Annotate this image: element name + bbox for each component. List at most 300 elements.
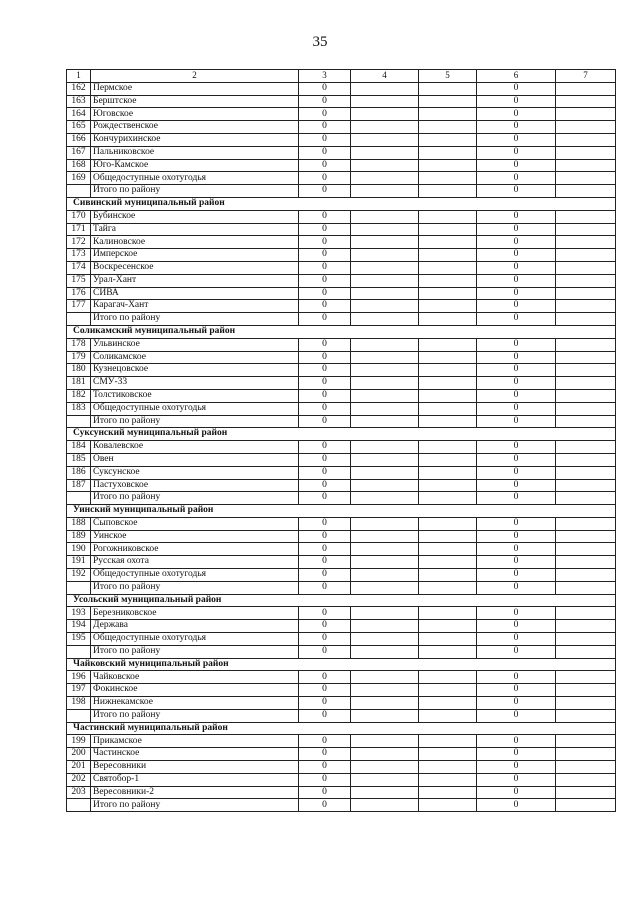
row-name: Тайга bbox=[91, 223, 299, 236]
cell-col-5 bbox=[419, 543, 477, 556]
row-number: 199 bbox=[67, 735, 91, 748]
row-name: Пермское bbox=[91, 82, 299, 95]
cell-col-5 bbox=[419, 799, 477, 812]
row-name: Русская охота bbox=[91, 556, 299, 569]
table-row bbox=[67, 697, 616, 710]
cell-col-5 bbox=[419, 108, 477, 121]
cell-col-5 bbox=[419, 697, 477, 710]
cell-col-5 bbox=[419, 786, 477, 799]
row-number: 190 bbox=[67, 543, 91, 556]
cell-col-7 bbox=[556, 709, 616, 722]
cell-col-5 bbox=[419, 492, 477, 505]
cell-col-7 bbox=[556, 569, 616, 582]
cell-col-5 bbox=[419, 569, 477, 582]
cell-col-3: 0 bbox=[299, 709, 351, 722]
row-number: 200 bbox=[67, 748, 91, 761]
cell-col-3: 0 bbox=[299, 249, 351, 262]
cell-col-5 bbox=[419, 313, 477, 326]
cell-col-7 bbox=[556, 108, 616, 121]
table-row bbox=[67, 82, 616, 95]
cell-col-5 bbox=[419, 453, 477, 466]
cell-col-3: 0 bbox=[299, 633, 351, 646]
row-number: 178 bbox=[67, 338, 91, 351]
row-name: Суксунское bbox=[91, 466, 299, 479]
table-row bbox=[67, 633, 616, 646]
row-number: 165 bbox=[67, 121, 91, 134]
section-title: Усольский муниципальный район bbox=[67, 594, 616, 607]
row-name: Чайковское bbox=[91, 671, 299, 684]
cell-col-3: 0 bbox=[299, 735, 351, 748]
row-name: Итого по району bbox=[91, 645, 299, 658]
row-name: Частинское bbox=[91, 748, 299, 761]
cell-col-7 bbox=[556, 338, 616, 351]
cell-col-3: 0 bbox=[299, 466, 351, 479]
cell-col-3: 0 bbox=[299, 377, 351, 390]
cell-col-5 bbox=[419, 773, 477, 786]
cell-col-7 bbox=[556, 773, 616, 786]
cell-col-4 bbox=[351, 684, 419, 697]
table-row bbox=[67, 441, 616, 454]
row-name: Юговское bbox=[91, 108, 299, 121]
cell-col-7 bbox=[556, 146, 616, 159]
cell-col-7 bbox=[556, 453, 616, 466]
cell-col-6: 0 bbox=[477, 492, 556, 505]
cell-col-5 bbox=[419, 748, 477, 761]
row-name: Бубинское bbox=[91, 210, 299, 223]
cell-col-3: 0 bbox=[299, 389, 351, 402]
cell-col-3: 0 bbox=[299, 786, 351, 799]
table-row bbox=[67, 645, 616, 658]
row-number: 172 bbox=[67, 236, 91, 249]
cell-col-6: 0 bbox=[477, 773, 556, 786]
row-number: 195 bbox=[67, 633, 91, 646]
table-row bbox=[67, 377, 616, 390]
cell-col-5 bbox=[419, 761, 477, 774]
cell-col-7 bbox=[556, 364, 616, 377]
cell-col-6: 0 bbox=[477, 351, 556, 364]
row-name: Кузнецовское bbox=[91, 364, 299, 377]
cell-col-4 bbox=[351, 338, 419, 351]
cell-col-7 bbox=[556, 671, 616, 684]
row-name: Итого по району bbox=[91, 799, 299, 812]
cell-col-3: 0 bbox=[299, 773, 351, 786]
row-number: 184 bbox=[67, 441, 91, 454]
cell-col-5 bbox=[419, 287, 477, 300]
cell-col-3: 0 bbox=[299, 185, 351, 198]
cell-col-6: 0 bbox=[477, 274, 556, 287]
table-row bbox=[67, 581, 616, 594]
cell-col-7 bbox=[556, 530, 616, 543]
cell-col-7 bbox=[556, 210, 616, 223]
cell-col-4 bbox=[351, 569, 419, 582]
cell-col-3: 0 bbox=[299, 645, 351, 658]
cell-col-4 bbox=[351, 159, 419, 172]
cell-col-5 bbox=[419, 223, 477, 236]
cell-col-3: 0 bbox=[299, 274, 351, 287]
header-col-5: 5 bbox=[419, 70, 477, 83]
row-number: 170 bbox=[67, 210, 91, 223]
table-row bbox=[67, 146, 616, 159]
cell-col-5 bbox=[419, 633, 477, 646]
cell-col-3: 0 bbox=[299, 671, 351, 684]
row-name: Овен bbox=[91, 453, 299, 466]
cell-col-6: 0 bbox=[477, 133, 556, 146]
row-name: Общедоступные охотугодья bbox=[91, 172, 299, 185]
cell-col-6: 0 bbox=[477, 82, 556, 95]
row-name: Общедоступные охотугодья bbox=[91, 569, 299, 582]
cell-col-6: 0 bbox=[477, 697, 556, 710]
cell-col-6: 0 bbox=[477, 108, 556, 121]
cell-col-6: 0 bbox=[477, 261, 556, 274]
cell-col-6: 0 bbox=[477, 479, 556, 492]
row-name: Вересовники bbox=[91, 761, 299, 774]
cell-col-4 bbox=[351, 709, 419, 722]
table-row bbox=[67, 338, 616, 351]
cell-col-6: 0 bbox=[477, 735, 556, 748]
cell-col-5 bbox=[419, 389, 477, 402]
cell-col-4 bbox=[351, 556, 419, 569]
table-row bbox=[67, 761, 616, 774]
row-name: Итого по району bbox=[91, 185, 299, 198]
cell-col-3: 0 bbox=[299, 530, 351, 543]
header-col-6: 6 bbox=[477, 70, 556, 83]
cell-col-7 bbox=[556, 377, 616, 390]
row-name: Итого по району bbox=[91, 709, 299, 722]
cell-col-3: 0 bbox=[299, 364, 351, 377]
table-row bbox=[67, 735, 616, 748]
row-number: 183 bbox=[67, 402, 91, 415]
cell-col-4 bbox=[351, 773, 419, 786]
table-row bbox=[67, 300, 616, 313]
cell-col-3: 0 bbox=[299, 748, 351, 761]
table-row bbox=[67, 313, 616, 326]
row-name: Общедоступные охотугодья bbox=[91, 633, 299, 646]
cell-col-7 bbox=[556, 748, 616, 761]
cell-col-4 bbox=[351, 261, 419, 274]
cell-col-3: 0 bbox=[299, 338, 351, 351]
cell-col-3: 0 bbox=[299, 581, 351, 594]
cell-col-7 bbox=[556, 351, 616, 364]
table-row bbox=[67, 274, 616, 287]
cell-col-5 bbox=[419, 620, 477, 633]
cell-col-6: 0 bbox=[477, 389, 556, 402]
cell-col-4 bbox=[351, 620, 419, 633]
cell-col-3: 0 bbox=[299, 556, 351, 569]
cell-col-7 bbox=[556, 517, 616, 530]
cell-col-6: 0 bbox=[477, 95, 556, 108]
row-name: Рогожниковское bbox=[91, 543, 299, 556]
row-name: Держава bbox=[91, 620, 299, 633]
table-row bbox=[67, 684, 616, 697]
cell-col-3: 0 bbox=[299, 236, 351, 249]
cell-col-5 bbox=[419, 236, 477, 249]
row-number: 192 bbox=[67, 569, 91, 582]
row-number: 168 bbox=[67, 159, 91, 172]
cell-col-7 bbox=[556, 313, 616, 326]
row-number: 196 bbox=[67, 671, 91, 684]
cell-col-7 bbox=[556, 556, 616, 569]
cell-col-5 bbox=[419, 377, 477, 390]
cell-col-6: 0 bbox=[477, 338, 556, 351]
cell-col-6: 0 bbox=[477, 287, 556, 300]
cell-col-6: 0 bbox=[477, 761, 556, 774]
row-number bbox=[67, 581, 91, 594]
cell-col-5 bbox=[419, 466, 477, 479]
cell-col-4 bbox=[351, 415, 419, 428]
row-name: Имперское bbox=[91, 249, 299, 262]
table-row bbox=[67, 517, 616, 530]
cell-col-5 bbox=[419, 338, 477, 351]
cell-col-4 bbox=[351, 645, 419, 658]
cell-col-6: 0 bbox=[477, 146, 556, 159]
cell-col-7 bbox=[556, 261, 616, 274]
table-row bbox=[67, 799, 616, 812]
row-name: Калиновское bbox=[91, 236, 299, 249]
cell-col-3: 0 bbox=[299, 146, 351, 159]
cell-col-4 bbox=[351, 223, 419, 236]
cell-col-3: 0 bbox=[299, 441, 351, 454]
row-name: Итого по району bbox=[91, 313, 299, 326]
table-row bbox=[67, 133, 616, 146]
section-row bbox=[67, 722, 616, 735]
row-number: 169 bbox=[67, 172, 91, 185]
row-name: Святобор-1 bbox=[91, 773, 299, 786]
cell-col-6: 0 bbox=[477, 607, 556, 620]
row-number: 182 bbox=[67, 389, 91, 402]
cell-col-3: 0 bbox=[299, 799, 351, 812]
row-name: Толстиковское bbox=[91, 389, 299, 402]
cell-col-7 bbox=[556, 543, 616, 556]
cell-col-6: 0 bbox=[477, 684, 556, 697]
cell-col-6: 0 bbox=[477, 466, 556, 479]
cell-col-3: 0 bbox=[299, 133, 351, 146]
table-row bbox=[67, 351, 616, 364]
cell-col-6: 0 bbox=[477, 415, 556, 428]
cell-col-3: 0 bbox=[299, 210, 351, 223]
cell-col-6: 0 bbox=[477, 453, 556, 466]
cell-col-4 bbox=[351, 633, 419, 646]
header-col-4: 4 bbox=[351, 70, 419, 83]
cell-col-7 bbox=[556, 300, 616, 313]
row-number bbox=[67, 709, 91, 722]
cell-col-6: 0 bbox=[477, 185, 556, 198]
header-col-3: 3 bbox=[299, 70, 351, 83]
cell-col-4 bbox=[351, 389, 419, 402]
cell-col-6: 0 bbox=[477, 377, 556, 390]
cell-col-4 bbox=[351, 735, 419, 748]
cell-col-4 bbox=[351, 313, 419, 326]
cell-col-4 bbox=[351, 466, 419, 479]
cell-col-5 bbox=[419, 671, 477, 684]
table-row bbox=[67, 466, 616, 479]
cell-col-4 bbox=[351, 581, 419, 594]
cell-col-7 bbox=[556, 415, 616, 428]
cell-col-5 bbox=[419, 556, 477, 569]
row-number bbox=[67, 185, 91, 198]
cell-col-7 bbox=[556, 697, 616, 710]
table-row bbox=[67, 569, 616, 582]
cell-col-5 bbox=[419, 479, 477, 492]
row-number: 189 bbox=[67, 530, 91, 543]
cell-col-3: 0 bbox=[299, 607, 351, 620]
cell-col-6: 0 bbox=[477, 364, 556, 377]
table-body bbox=[67, 70, 616, 812]
row-name: Общедоступные охотугодья bbox=[91, 402, 299, 415]
cell-col-7 bbox=[556, 402, 616, 415]
cell-col-5 bbox=[419, 159, 477, 172]
cell-col-4 bbox=[351, 543, 419, 556]
section-row bbox=[67, 197, 616, 210]
cell-col-7 bbox=[556, 236, 616, 249]
cell-col-3: 0 bbox=[299, 453, 351, 466]
section-row bbox=[67, 505, 616, 518]
row-name: Кончурихинское bbox=[91, 133, 299, 146]
table-row bbox=[67, 671, 616, 684]
cell-col-5 bbox=[419, 402, 477, 415]
cell-col-5 bbox=[419, 607, 477, 620]
cell-col-7 bbox=[556, 249, 616, 262]
cell-col-3: 0 bbox=[299, 95, 351, 108]
row-number: 176 bbox=[67, 287, 91, 300]
cell-col-5 bbox=[419, 82, 477, 95]
cell-col-4 bbox=[351, 761, 419, 774]
cell-col-7 bbox=[556, 133, 616, 146]
row-name: Вересовники-2 bbox=[91, 786, 299, 799]
cell-col-7 bbox=[556, 581, 616, 594]
cell-col-3: 0 bbox=[299, 543, 351, 556]
cell-col-6: 0 bbox=[477, 402, 556, 415]
page-number: 35 bbox=[312, 34, 328, 50]
cell-col-5 bbox=[419, 364, 477, 377]
row-name: СИВА bbox=[91, 287, 299, 300]
section-title: Частинский муниципальный район bbox=[67, 722, 616, 735]
row-name: СМУ-33 bbox=[91, 377, 299, 390]
cell-col-6: 0 bbox=[477, 210, 556, 223]
row-name: Сыповское bbox=[91, 517, 299, 530]
cell-col-6: 0 bbox=[477, 300, 556, 313]
cell-col-4 bbox=[351, 697, 419, 710]
cell-col-7 bbox=[556, 492, 616, 505]
cell-col-4 bbox=[351, 517, 419, 530]
cell-col-6: 0 bbox=[477, 645, 556, 658]
cell-col-7 bbox=[556, 799, 616, 812]
cell-col-5 bbox=[419, 581, 477, 594]
cell-col-7 bbox=[556, 287, 616, 300]
row-name: Уинское bbox=[91, 530, 299, 543]
cell-col-5 bbox=[419, 185, 477, 198]
table-row bbox=[67, 95, 616, 108]
cell-col-6: 0 bbox=[477, 249, 556, 262]
cell-col-3: 0 bbox=[299, 517, 351, 530]
cell-col-4 bbox=[351, 172, 419, 185]
row-number: 202 bbox=[67, 773, 91, 786]
cell-col-6: 0 bbox=[477, 748, 556, 761]
cell-col-6: 0 bbox=[477, 799, 556, 812]
cell-col-7 bbox=[556, 121, 616, 134]
cell-col-4 bbox=[351, 786, 419, 799]
cell-col-3: 0 bbox=[299, 415, 351, 428]
row-number bbox=[67, 313, 91, 326]
section-row bbox=[67, 594, 616, 607]
cell-col-4 bbox=[351, 748, 419, 761]
cell-col-7 bbox=[556, 633, 616, 646]
cell-col-7 bbox=[556, 735, 616, 748]
cell-col-6: 0 bbox=[477, 786, 556, 799]
row-number: 175 bbox=[67, 274, 91, 287]
cell-col-4 bbox=[351, 479, 419, 492]
table-row bbox=[67, 479, 616, 492]
cell-col-5 bbox=[419, 133, 477, 146]
table-row bbox=[67, 121, 616, 134]
cell-col-4 bbox=[351, 671, 419, 684]
cell-col-3: 0 bbox=[299, 108, 351, 121]
table-row bbox=[67, 786, 616, 799]
section-title: Соликамский муниципальный район bbox=[67, 325, 616, 338]
cell-col-3: 0 bbox=[299, 159, 351, 172]
cell-col-5 bbox=[419, 351, 477, 364]
section-title: Уинский муниципальный район bbox=[67, 505, 616, 518]
row-name: Ковалевское bbox=[91, 441, 299, 454]
cell-col-6: 0 bbox=[477, 709, 556, 722]
cell-col-3: 0 bbox=[299, 569, 351, 582]
section-row bbox=[67, 658, 616, 671]
cell-col-4 bbox=[351, 274, 419, 287]
cell-col-3: 0 bbox=[299, 82, 351, 95]
cell-col-7 bbox=[556, 389, 616, 402]
table-row bbox=[67, 249, 616, 262]
row-name: Ульвинское bbox=[91, 338, 299, 351]
table-row bbox=[67, 607, 616, 620]
data-table bbox=[66, 69, 616, 812]
cell-col-6: 0 bbox=[477, 543, 556, 556]
header-col-2: 2 bbox=[91, 70, 299, 83]
row-number: 173 bbox=[67, 249, 91, 262]
cell-col-3: 0 bbox=[299, 620, 351, 633]
row-number: 193 bbox=[67, 607, 91, 620]
cell-col-6: 0 bbox=[477, 313, 556, 326]
row-number: 171 bbox=[67, 223, 91, 236]
cell-col-3: 0 bbox=[299, 300, 351, 313]
row-name: Соликамское bbox=[91, 351, 299, 364]
row-number: 191 bbox=[67, 556, 91, 569]
row-name: Карагач-Хант bbox=[91, 300, 299, 313]
cell-col-7 bbox=[556, 607, 616, 620]
table-row bbox=[67, 108, 616, 121]
cell-col-7 bbox=[556, 185, 616, 198]
section-row bbox=[67, 428, 616, 441]
cell-col-4 bbox=[351, 108, 419, 121]
cell-col-4 bbox=[351, 441, 419, 454]
cell-col-6: 0 bbox=[477, 556, 556, 569]
table-row bbox=[67, 543, 616, 556]
row-number: 163 bbox=[67, 95, 91, 108]
row-number: 201 bbox=[67, 761, 91, 774]
cell-col-7 bbox=[556, 645, 616, 658]
row-name: Итого по району bbox=[91, 581, 299, 594]
cell-col-3: 0 bbox=[299, 287, 351, 300]
cell-col-6: 0 bbox=[477, 236, 556, 249]
row-number: 203 bbox=[67, 786, 91, 799]
row-number: 194 bbox=[67, 620, 91, 633]
table-row bbox=[67, 620, 616, 633]
cell-col-3: 0 bbox=[299, 351, 351, 364]
row-name: Рождественское bbox=[91, 121, 299, 134]
cell-col-4 bbox=[351, 377, 419, 390]
cell-col-7 bbox=[556, 786, 616, 799]
table-row bbox=[67, 530, 616, 543]
table-row bbox=[67, 415, 616, 428]
cell-col-4 bbox=[351, 121, 419, 134]
